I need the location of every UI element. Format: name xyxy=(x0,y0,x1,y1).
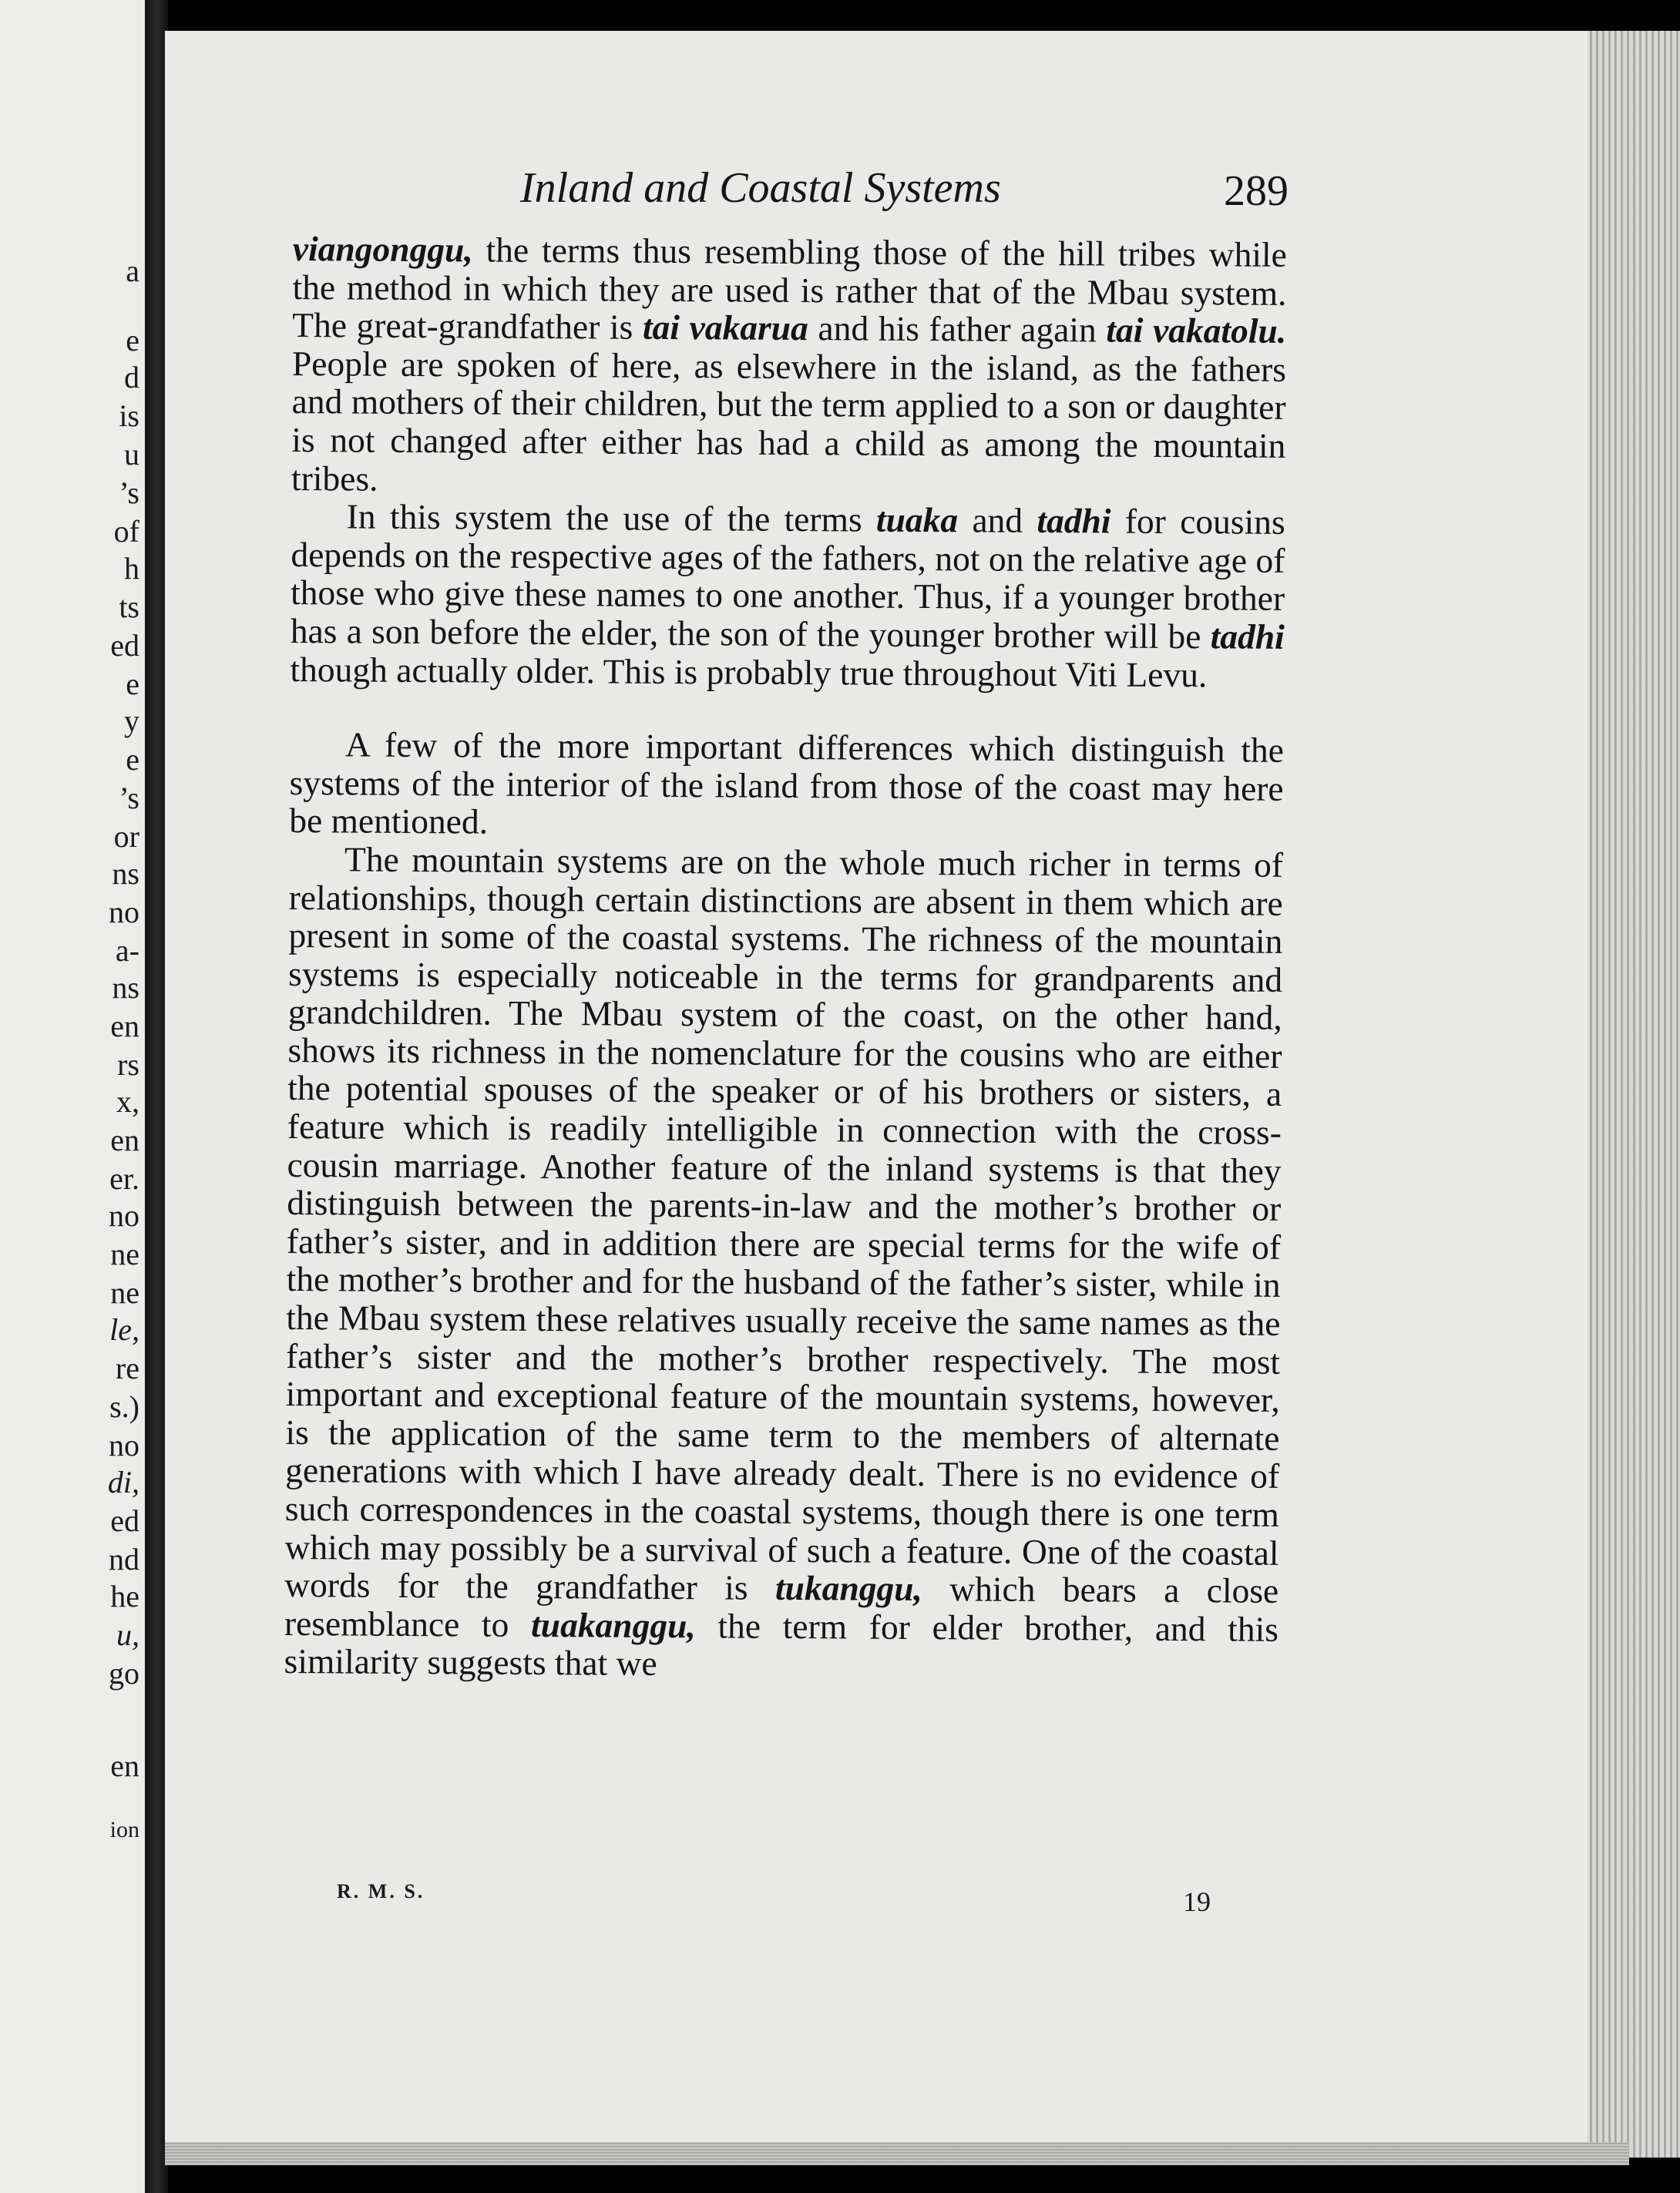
left-fragment: u, xyxy=(116,1617,139,1652)
paragraph-1: viangonggu, the terms thus resembling those of the hill tribes while the method in which they are used is rather that of the Mbau system. The great-grandfather is tai vakarua and his father again tai vakatolu. People are spoken of here, as elsewhere in the island, as the fathers and mothers of their children, but the term applied to a son or daughter is not changed after either has had a child as among the mountain tribes. xyxy=(291,229,1287,499)
left-fragment: rs xyxy=(117,1047,139,1082)
left-fragment: y xyxy=(124,704,139,738)
left-fragment: is xyxy=(119,398,139,433)
left-fragment: en xyxy=(110,1009,139,1043)
page-edges-right xyxy=(1588,31,1680,2158)
left-fragment: ed xyxy=(110,1503,139,1538)
left-fragment: he xyxy=(110,1579,139,1614)
left-fragment: ne xyxy=(110,1237,139,1271)
running-title: Inland and Coastal Systems xyxy=(520,164,1001,212)
kin-term: tai vakarua xyxy=(642,307,808,348)
left-fragment: e xyxy=(126,323,139,358)
left-fragment: ed xyxy=(110,628,139,663)
paragraph-2: In this system the use of the terms tuaka and tadhi for cousins depends on the respective ages of the fathers, not on the relative age of those who give these names to one another. Thus, if a younger brother has a son before the elder, the son of the younger brother will be tadhi though actually older. This is probably true throughout Viti Levu. xyxy=(290,496,1285,694)
body-text xyxy=(284,230,1286,1687)
left-fragment: ns xyxy=(112,970,139,1005)
left-fragment: ’s xyxy=(119,475,139,510)
kin-term: tukanggu, xyxy=(774,1568,923,1609)
left-fragment: re xyxy=(115,1351,139,1385)
kin-term: tai vakatolu. xyxy=(1106,310,1287,351)
left-fragment: ion xyxy=(109,1817,139,1842)
paragraph-4: The mountain systems are on the whole much richer in terms of relationships, though certain distinctions are absent in them which are present in some of the coastal systems. The richness of the mountain systems is especially noticeable in the terms for grandparents and grandchildren. The Mbau system of the coast, on the other hand, shows its richness in the nomenclature for the cousins who are either the potential spouses of the speaker or of his brothers or sisters, a feature which is readily intelligible in connection with the cross-cousin marriage. Another feature of the inland systems is that they distinguish between the parents-in-law and the mother’s brother or father’s sister, and in addition there are special terms for the wife of the mother’s brother and for the husband of the father’s sister, while in the Mbau system these relatives usually receive the same names as the father’s sister and the mother’s brother respectively. The most important and exceptional feature of the mountain systems, however, is the application of the same term to the members of alternate generations with which I have already dealt. There is no evidence of such correspondences in the coastal systems, though there is one term which may possibly be a survival of such a feature. One of the coastal words for the grandfather is tukanggu, which bears a close resemblance to tuakanggu, the term for elder brother, and this similarity suggests that we xyxy=(284,839,1284,1684)
left-fragment: of xyxy=(113,514,139,549)
left-fragment: d xyxy=(124,360,139,395)
kin-term: tuaka xyxy=(875,499,959,540)
kin-term: tuakanggu, xyxy=(530,1604,696,1646)
left-fragment: x, xyxy=(116,1084,139,1119)
page-edges-bottom xyxy=(165,2142,1629,2165)
left-fragment: s.) xyxy=(109,1389,139,1424)
left-fragment: ’s xyxy=(119,781,139,815)
left-fragment: di, xyxy=(107,1465,139,1500)
left-fragment: le, xyxy=(109,1312,139,1347)
left-fragment: er. xyxy=(109,1161,139,1196)
left-fragment: or xyxy=(113,819,139,854)
signature-mark: R. M. S. xyxy=(337,1880,425,1903)
left-fragment: no xyxy=(109,1428,139,1463)
left-fragment: en xyxy=(110,1748,139,1783)
left-fragment: no xyxy=(109,1198,139,1233)
left-fragment: ns xyxy=(112,856,139,891)
left-fragment: no xyxy=(109,895,139,929)
left-fragment: en xyxy=(110,1123,139,1157)
left-fragment: nd xyxy=(109,1542,139,1577)
left-fragment: e xyxy=(126,667,139,701)
kin-term: viangonggu, xyxy=(292,229,473,270)
kin-term: tadhi xyxy=(1037,501,1111,541)
previous-page-strip xyxy=(0,0,145,2193)
signature-number: 19 xyxy=(1183,1886,1211,1917)
left-fragment: e xyxy=(126,742,139,777)
kin-term: tadhi xyxy=(1210,616,1285,657)
left-fragment: h xyxy=(124,551,139,586)
left-fragment: ne xyxy=(110,1275,139,1310)
left-fragment: u xyxy=(124,437,139,472)
left-fragment: ts xyxy=(119,589,139,624)
paragraph-3: A few of the more important differences which distinguish the systems of the interior of the island from those of the coast may here be mentioned. xyxy=(289,724,1285,841)
left-fragment: a xyxy=(126,254,139,288)
page-number: 289 xyxy=(1224,167,1289,215)
left-fragment: go xyxy=(109,1656,139,1691)
left-fragment: a- xyxy=(115,933,139,968)
